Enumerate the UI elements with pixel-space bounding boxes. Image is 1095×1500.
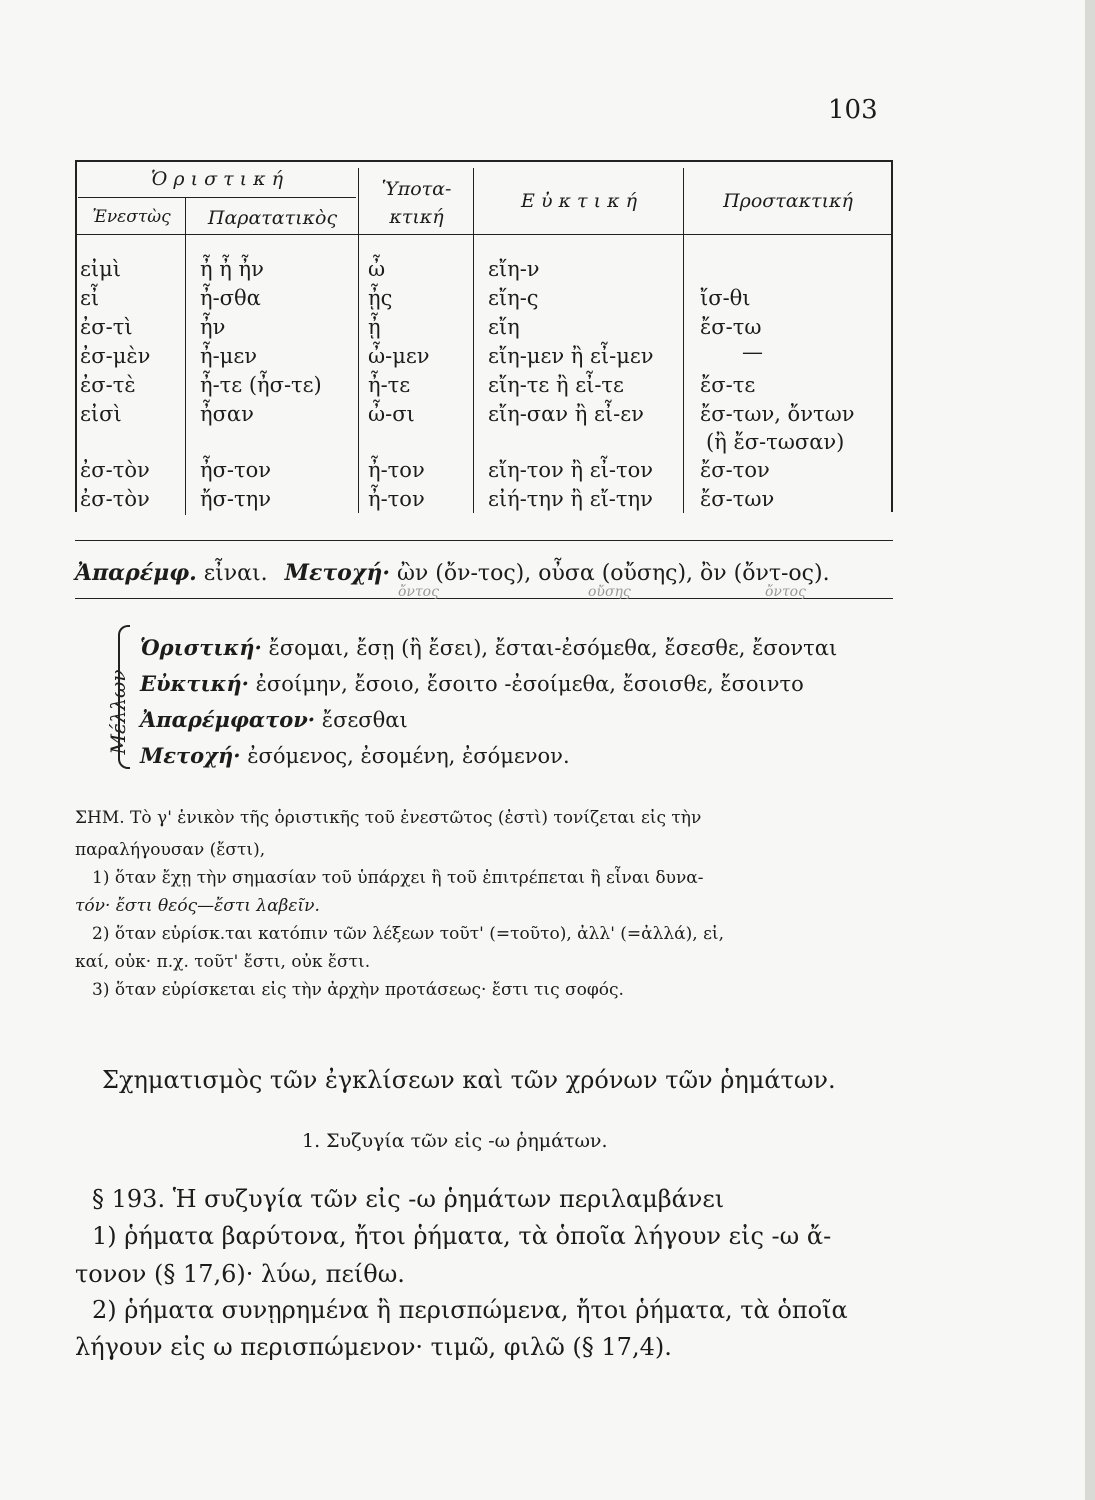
future-text: ἐσοίμην, ἔσοιο, ἔσοιτο -ἐσοίμεθα, ἔσοισθε, ἔσοιντο <box>255 672 804 696</box>
future-side-label: Μέλλων <box>106 669 130 755</box>
note-line: ΣΗΜ. Τὸ γ' ἑνικὸν τῆς ὁριστικῆς τοῦ ἐνεστῶτος (ἐστὶ) τονίζεται εἰς τὴν <box>75 808 702 828</box>
cell-enestos: ἐσ-τὲ <box>80 373 136 397</box>
page-edge <box>1085 0 1095 1500</box>
cell-euktiki: εἰή-την ἢ εἴ-την <box>488 487 653 511</box>
participle-value: ὢν (ὄν-τος), οὖσα (οὔσης), ὂν (ὄντ-ος). <box>396 561 830 586</box>
cell-enestos: ἐσ-τὸν <box>80 487 150 511</box>
table-subheader-rule <box>78 197 356 198</box>
table-divider <box>358 168 359 513</box>
cell-paratatikos: ἦ-μεν <box>200 344 257 368</box>
table-top-rule <box>75 160 893 162</box>
future-brace <box>118 625 130 769</box>
cell-paratatikos: ἤσ-την <box>200 487 271 511</box>
cell-enestos: ἐσ-τὸν <box>80 458 150 482</box>
cell-enestos: εἶ <box>80 286 100 310</box>
para-line: § 193. Ἡ συζυγία τῶν εἰς -ω ῥημάτων περιλαμβάνει <box>92 1185 725 1213</box>
page-number: 103 <box>828 95 878 125</box>
table-divider <box>683 168 684 513</box>
cell-ypotaktiki: ᾖς <box>368 286 393 310</box>
cell-paratatikos: ἦ-σθα <box>200 286 261 310</box>
infinitive-label: Ἀπαρέμφ. <box>75 560 197 586</box>
cell-paratatikos: ἦσ-τον <box>200 458 272 482</box>
cell-prostaktiki: ἔσ-των <box>700 487 775 511</box>
cell-ypotaktiki: ἦ-τον <box>368 487 425 511</box>
subsection-title: 1. Συζυγία τῶν εἰς -ω ῥημάτων. <box>302 1130 608 1152</box>
note-line: καί, οὐκ· π.χ. τοῦτ' ἔστι, οὐκ ἔστι. <box>75 952 371 972</box>
cell-ypotaktiki: ἦ-τε <box>368 373 411 397</box>
table-divider <box>185 197 186 515</box>
header-enestos: Ἐνεστὼς <box>92 207 171 227</box>
infinitive-value: εἶναι. <box>203 561 268 586</box>
cell-prostaktiki: (ἢ ἔσ-τωσαν) <box>706 430 845 454</box>
future-line <box>140 743 570 768</box>
para-line: 2) ῥήματα συνῃρημένα ἢ περισπώμενα, ἤτοι ῥήματα, τὰ ὁποῖα <box>92 1296 848 1324</box>
header-paratatikos: Παρατατικὸς <box>207 207 338 229</box>
future-line <box>140 671 804 696</box>
table-header-rule <box>75 234 893 235</box>
future-line <box>140 635 837 660</box>
header-ypotaktiki-2: κτική <box>389 206 444 228</box>
cell-ypotaktiki: ὦ-μεν <box>368 344 430 368</box>
cell-prostaktiki: ἔσ-τω <box>700 315 762 339</box>
para-line: 1) ῥήματα βαρύτονα, ἤτοι ῥήματα, τὰ ὁποῖα λήγουν εἰς -ω ἄ- <box>92 1222 832 1250</box>
cell-euktiki: εἴη <box>488 315 520 339</box>
future-line <box>140 707 408 732</box>
future-text: ἔσομαι, ἔσῃ (ἢ ἔσει), ἔσται-ἐσόμεθα, ἔσεσθε, ἔσονται <box>268 636 838 660</box>
cell-paratatikos: ἦ ἦ ἦν <box>200 257 264 281</box>
table-divider <box>473 168 474 513</box>
future-label: Ὁριστική· <box>140 635 262 660</box>
header-prostaktiki: Προστακτική <box>723 190 853 212</box>
infinitive-line <box>75 560 830 586</box>
cell-enestos: ἐσ-μὲν <box>80 344 151 368</box>
cell-paratatikos: ἦσαν <box>200 402 254 426</box>
cell-euktiki: εἴη-τε ἢ εἶ-τε <box>488 373 624 397</box>
cell-euktiki: εἴη-ς <box>488 286 539 310</box>
future-text: ἔσεσθαι <box>321 708 408 732</box>
cell-ypotaktiki: ἦ-τον <box>368 458 425 482</box>
cell-prostaktiki: ἔσ-τον <box>700 458 770 482</box>
para-line: λήγουν εἰς ω περισπώμενον· τιμῶ, φιλῶ (§ 17,4). <box>75 1333 672 1361</box>
cell-euktiki: εἴη-τον ἢ εἶ-τον <box>488 458 653 482</box>
future-label: Ἀπαρέμφατον· <box>140 707 316 732</box>
participle-label: Μετοχή· <box>284 560 390 586</box>
note-line: 3) ὅταν εὑρίσκεται εἰς τὴν ἀρχὴν προτάσεως· ἔστι τις σοφός. <box>92 980 624 1000</box>
cell-euktiki: εἴη-ν <box>488 257 540 281</box>
header-ypotaktiki-1: Ὑποτα- <box>381 178 452 200</box>
handwritten-note: ὄντος <box>398 584 439 600</box>
note-line: παραλήγουσαν (ἔστι), <box>75 840 266 860</box>
future-label: Μετοχή· <box>140 743 241 768</box>
table-right-border <box>891 160 893 512</box>
para-line: τονον (§ 17,6)· λύω, πείθω. <box>75 1260 405 1288</box>
cell-prostaktiki: ἔσ-τε <box>700 373 756 397</box>
cell-prostaktiki: ἴσ-θι <box>700 286 751 310</box>
section-title: Σχηματισμὸς τῶν ἐγκλίσεων καὶ τῶν χρόνων τῶν ῥημάτων. <box>102 1066 836 1094</box>
cell-paratatikos: ἦν <box>200 315 226 339</box>
cell-prostaktiki: ἔσ-των, ὄντων <box>700 402 855 426</box>
table-left-border <box>75 160 77 512</box>
note-line: 1) ὅταν ἔχῃ τὴν σημασίαν τοῦ ὑπάρχει ἢ τοῦ ἐπιτρέπεται ἢ εἶναι δυνα- <box>92 868 704 888</box>
cell-enestos: ἐσ-τὶ <box>80 315 133 339</box>
header-oristiki: Ὁ ρ ι σ τ ι κ ή <box>151 168 283 190</box>
cell-ypotaktiki: ᾖ <box>368 315 381 339</box>
note-line: 2) ὅταν εὑρίσκ.ται κατόπιν τῶν λέξεων τοῦτ' (=τοῦτο), ἀλλ' (=ἀλλά), εἰ, <box>92 924 724 944</box>
cell-enestos: εἰσὶ <box>80 402 122 426</box>
handwritten-note: ὄντος <box>765 584 806 600</box>
future-text: ἐσόμενος, ἐσομένη, ἐσόμενον. <box>247 744 570 768</box>
header-euktiki: Ε ὐ κ τ ι κ ή <box>521 190 637 212</box>
cell-euktiki: εἴη-σαν ἢ εἶ-εν <box>488 402 644 426</box>
cell-prostaktiki: — <box>742 340 763 364</box>
cell-ypotaktiki: ὦ-σι <box>368 402 415 426</box>
note-line: τόν· ἔστι θεός—ἔστι λαβεῖν. <box>75 896 320 916</box>
cell-euktiki: εἴη-μεν ἢ εἶ-μεν <box>488 344 654 368</box>
cell-ypotaktiki: ὦ <box>368 257 386 281</box>
table-bottom-rule <box>75 540 893 541</box>
future-label: Εὐκτική· <box>140 671 249 696</box>
cell-enestos: εἰμὶ <box>80 257 121 281</box>
cell-paratatikos: ἦ-τε (ἦσ-τε) <box>200 373 322 397</box>
handwritten-note: οὔσης <box>588 584 631 600</box>
